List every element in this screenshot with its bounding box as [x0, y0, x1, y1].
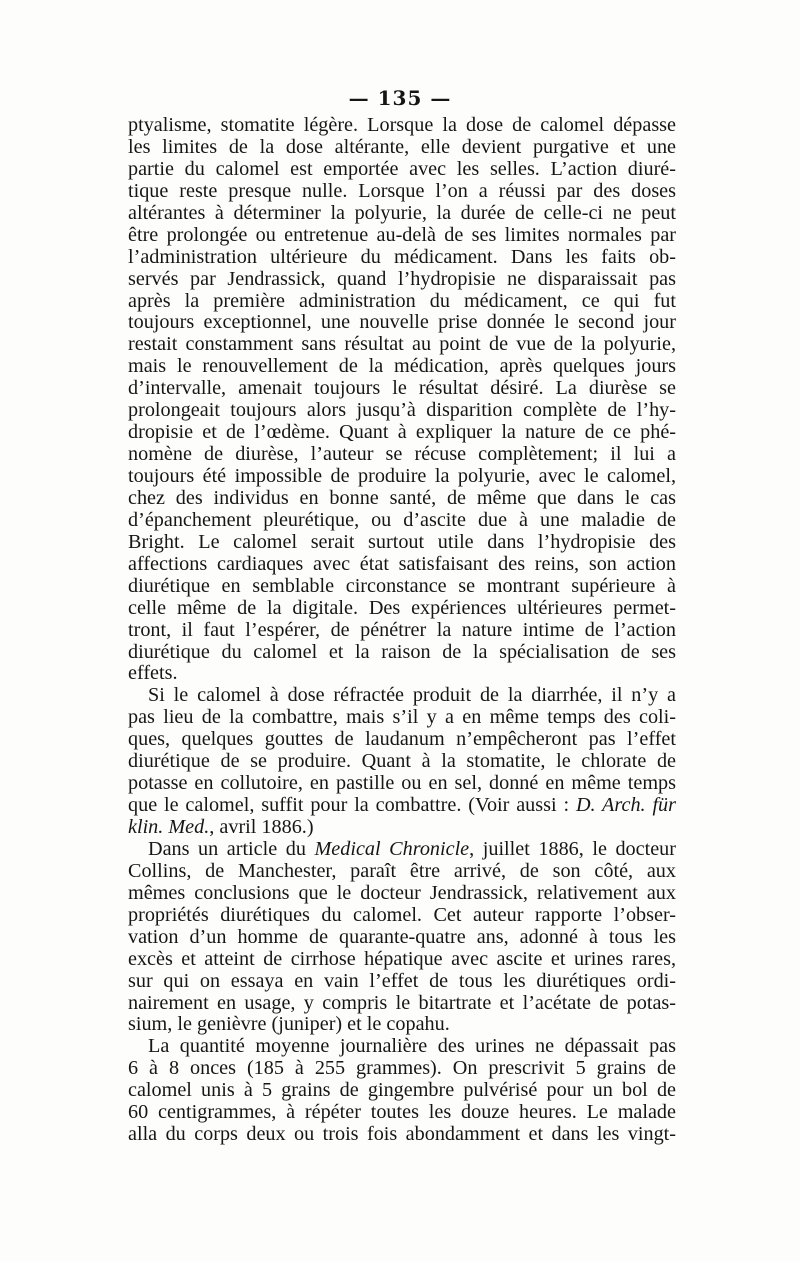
text-line: celle même de la digitale. Des expériences ultérieures permet-	[128, 596, 676, 619]
text-line: nairement en usage, y compris le bitartrate et l’acétate de potas-	[128, 991, 676, 1014]
text-line: d’épanchement pleurétique, ou d’ascite due à une maladie de	[128, 508, 676, 531]
text-line: effets.	[128, 662, 178, 685]
text-line: partie du calomel est emportée avec les selles. L’action diuré-	[128, 157, 676, 180]
text-line: prolongeait toujours alors jusqu’à disparition complète de l’hy-	[128, 399, 676, 422]
text-line: pas lieu de la combattre, mais s’il y a en même temps des coli-	[128, 706, 676, 729]
text-line: d’intervalle, amenait toujours le résultat désiré. La diurèse se	[128, 377, 676, 400]
text-line: tront, il faut l’espérer, de pénétrer la nature intime de l’action	[128, 618, 676, 641]
text-line: diurétique de se produire. Quant à la stomatite, le chlorate de	[128, 750, 676, 773]
text-line: sur qui on essaya en vain l’effet de tous les diurétiques ordi-	[128, 969, 676, 992]
text-line: toujours été impossible de produire la polyurie, avec le calomel,	[128, 465, 676, 487]
text-line: les limites de la dose altérante, elle devient purgative et une	[128, 135, 676, 158]
text-line: chez des individus en bonne santé, de même que dans le cas	[128, 486, 676, 509]
text-line: sium, le genièvre (juniper) et le copahu.	[128, 1013, 450, 1036]
text-line: tique reste presque nulle. Lorsque l’on a réussi par des doses	[128, 179, 676, 202]
text-line: Collins, de Manchester, paraît être arrivé, de son côté, aux	[128, 859, 676, 882]
text-line: dropisie et de l’œdème. Quant à expliquer la nature de ce phé-	[128, 421, 676, 444]
text-line: Bright. Le calomel serait surtout utile dans l’hydropisie des	[128, 530, 676, 553]
text-line: après la première administration du médicament, ce qui fut	[128, 289, 676, 312]
text-line: excès et atteint de cirrhose hépatique avec ascite et urines rares,	[128, 947, 676, 970]
text-line: mais le renouvellement de la médication, après quelques jours	[128, 355, 676, 378]
text-line: l’administration ultérieure du médicament. Dans les faits ob-	[128, 245, 676, 268]
text-line: 60 centigrammes, à répéter toutes les douze heures. Le malade	[128, 1101, 676, 1124]
text-line: propriétés diurétiques du calomel. Cet auteur rapporte l’obser-	[128, 903, 676, 926]
text-line: nomène de diurèse, l’auteur se récuse complètement; il lui a	[128, 443, 676, 466]
text-line: servés par Jendrassick, quand l’hydropisie ne disparaissait pas	[128, 267, 676, 290]
text-line: vation d’un homme de quarante-quatre ans, adonné à tous les	[128, 925, 676, 948]
page-number-header: — 135 —	[348, 86, 452, 110]
text-line: calomel unis à 5 grains de gingembre pulvérisé pour un bol de	[128, 1079, 676, 1102]
text-line: toujours exceptionnel, une nouvelle prise donnée le second jour	[128, 311, 676, 334]
text-line: mêmes conclusions que le docteur Jendrassick, relativement aux	[128, 881, 676, 904]
text-line: alla du corps deux ou trois fois abondamment et dans les vingt-	[128, 1123, 676, 1146]
text-line: Dans un article du Medical Chronicle, juillet 1886, le docteur	[148, 837, 676, 860]
text-line: restait constamment sans résultat au point de vue de la polyurie,	[128, 333, 676, 356]
text-line: Si le calomel à dose réfractée produit de la diarrhée, il n’y a	[148, 684, 676, 707]
text-line: klin. Med., avril 1886.)	[128, 816, 314, 838]
text-line: affections cardiaques avec état satisfaisant des reins, son action	[128, 552, 676, 575]
text-line: altérantes à déterminer la polyurie, la durée de celle-ci ne peut	[128, 201, 676, 224]
text-line: potasse en collutoire, en pastille ou en sel, donné en même temps	[128, 772, 676, 795]
text-line: diurétique en semblable circonstance se montrant supérieure à	[128, 574, 676, 597]
text-line: que le calomel, suffit pour la combattre. (Voir aussi : D. Arch. für	[128, 794, 677, 817]
text-line: être prolongée ou entretenue au-delà de ses limites normales par	[128, 223, 676, 246]
body-text	[128, 115, 676, 1146]
text-line: diurétique du calomel et la raison de la spécialisation de ses	[128, 640, 676, 663]
text-line: La quantité moyenne journalière des urines ne dépassait pas	[148, 1035, 676, 1058]
text-line: 6 à 8 onces (185 à 255 grammes). On prescrivit 5 grains de	[128, 1057, 676, 1080]
text-line: ques, quelques gouttes de laudanum n’empêcheront pas l’effet	[128, 728, 676, 751]
text-line: ptyalisme, stomatite légère. Lorsque la dose de calomel dépasse	[128, 114, 676, 136]
